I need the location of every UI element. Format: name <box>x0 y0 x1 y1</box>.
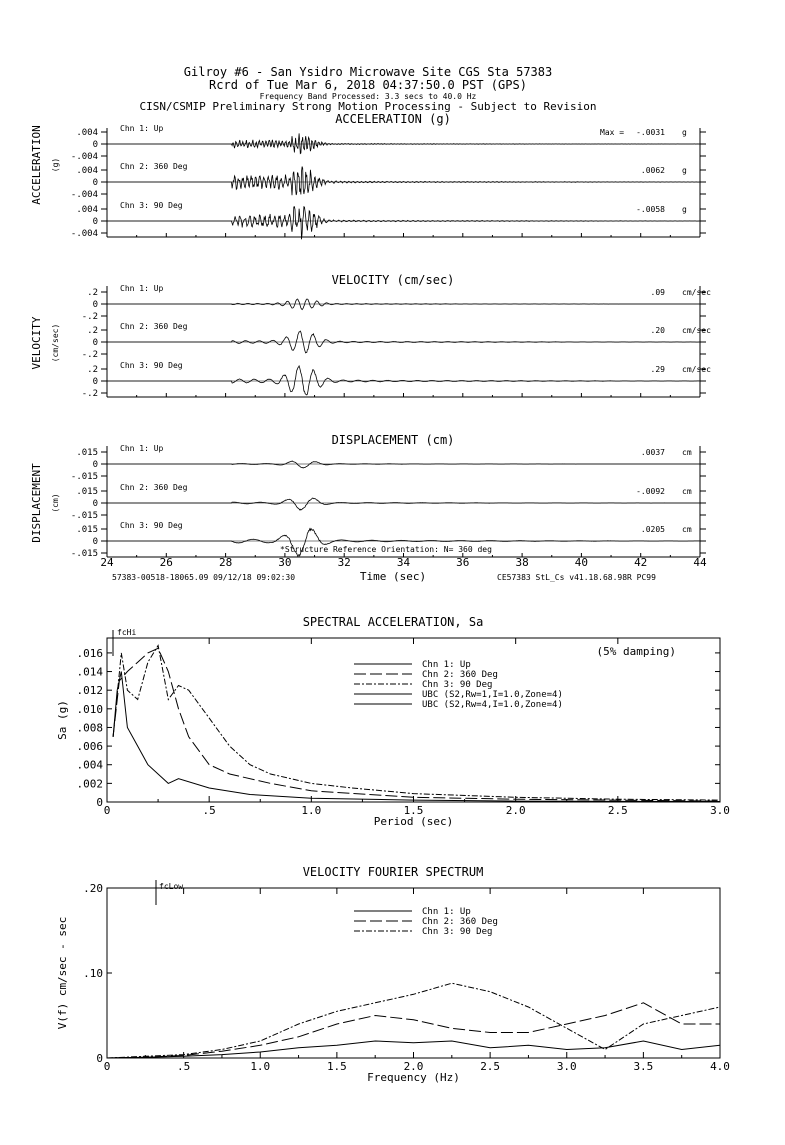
header-band: Frequency Band Processed: 3.3 secs to 40.0 Hz <box>259 92 477 101</box>
x-tick-label: 2.5 <box>480 1060 501 1073</box>
y-tick-label: -.015 <box>70 511 98 521</box>
x-tick-label: 1.5 <box>326 1060 347 1073</box>
x-tick-label: 24 <box>100 556 114 569</box>
y-tick-label: .016 <box>76 646 103 660</box>
y-tick-label: -.2 <box>81 389 98 399</box>
channel-label: Chn 2: 360 Deg <box>120 162 188 171</box>
x-tick-label: 34 <box>396 556 411 569</box>
y-tick-label: -.015 <box>70 549 98 559</box>
legend-label: Chn 2: 360 Deg <box>422 917 498 927</box>
x-axis-label: Frequency (Hz) <box>367 1071 460 1084</box>
x-tick-label: 40 <box>574 556 589 569</box>
max-value: .0037 <box>640 448 665 457</box>
y-axis-label: VELOCITY <box>30 316 43 370</box>
unit-label: cm <box>682 525 692 534</box>
x-tick-label: 1.0 <box>301 804 322 817</box>
y-tick-label: .004 <box>76 758 103 772</box>
legend-label: Chn 2: 360 Deg <box>422 670 498 680</box>
panel-title: ACCELERATION (g) <box>335 112 451 126</box>
y-axis-unit: (g) <box>51 157 60 173</box>
x-axis-label: Period (sec) <box>373 815 454 828</box>
max-value: -.0092 <box>636 487 665 496</box>
fchi-label: fcHi <box>117 628 137 637</box>
series-line <box>113 646 720 801</box>
x-tick-label: 1.0 <box>250 1060 271 1073</box>
y-tick-label: -.004 <box>70 152 98 162</box>
max-value: .0062 <box>640 166 665 175</box>
y-tick-label: 0 <box>92 140 98 150</box>
y-tick-label: 0 <box>92 377 98 387</box>
y-axis-label: V(f) cm/sec - sec <box>56 916 69 1030</box>
y-tick-label: -.2 <box>81 312 98 322</box>
legend-label: UBC (S2,Rw=1,I=1.0,Zone=4) <box>422 690 563 700</box>
max-value: .20 <box>650 326 665 335</box>
x-tick-label: 28 <box>218 556 233 569</box>
x-tick-label: 2.5 <box>607 804 628 817</box>
channel-label: Chn 1: Up <box>120 124 164 133</box>
max-value: .0205 <box>640 525 665 534</box>
orientation-note: *Structure Reference Orientation: N= 360 deg <box>280 545 492 554</box>
x-tick-label: 38 <box>515 556 529 569</box>
chart-title: VELOCITY FOURIER SPECTRUM <box>302 865 484 879</box>
x-tick-label: 0 <box>103 1060 111 1073</box>
y-tick-label: -.015 <box>70 472 98 482</box>
y-tick-label: 0 <box>92 300 98 310</box>
x-tick-label: 30 <box>278 556 292 569</box>
y-tick-label: .015 <box>76 487 98 497</box>
channel-label: Chn 1: Up <box>120 444 164 453</box>
y-tick-label: .015 <box>76 448 98 458</box>
channel-label: Chn 3: 90 Deg <box>120 361 183 370</box>
panel-title: VELOCITY (cm/sec) <box>331 273 455 287</box>
legend-label: Chn 1: Up <box>422 907 471 917</box>
y-tick-label: .004 <box>76 205 98 215</box>
series-line <box>113 672 720 802</box>
max-label: Max = <box>600 128 625 137</box>
channel-label: Chn 1: Up <box>120 284 164 293</box>
panel-title: DISPLACEMENT (cm) <box>331 433 455 447</box>
x-tick-label: 3.5 <box>633 1060 654 1073</box>
unit-label: cm <box>682 448 692 457</box>
y-tick-label: .004 <box>76 128 98 138</box>
unit-label: cm/sec <box>682 326 711 335</box>
waveform-trace <box>107 461 699 468</box>
x-tick-label: 3.0 <box>556 1060 577 1073</box>
legend-label: Chn 1: Up <box>422 660 471 670</box>
y-tick-label: 0 <box>92 537 98 547</box>
max-value: .29 <box>650 365 665 374</box>
series-line <box>107 983 720 1058</box>
unit-label: g <box>682 205 687 214</box>
y-tick-label: 0 <box>92 338 98 348</box>
fclow-label: fcLow <box>159 882 184 891</box>
channel-label: Chn 3: 90 Deg <box>120 521 183 530</box>
chart-title: SPECTRAL ACCELERATION, Sa <box>302 615 484 629</box>
unit-label: cm/sec <box>682 365 711 374</box>
x-tick-label: 36 <box>456 556 470 569</box>
y-axis-label: Sa (g) <box>56 700 69 740</box>
waveform-trace <box>107 366 699 395</box>
x-tick-label: .5 <box>202 804 216 817</box>
x-tick-label: 4.0 <box>710 1060 730 1073</box>
max-value: .09 <box>650 288 665 297</box>
max-value: -.0031 <box>636 128 665 137</box>
x-tick-label: 32 <box>337 556 351 569</box>
max-value: -.0058 <box>636 205 665 214</box>
x-tick-label: 2.0 <box>403 1060 424 1073</box>
x-tick-label: 26 <box>159 556 173 569</box>
x-tick-label: 1.5 <box>403 804 424 817</box>
footer-id: 57383-00518-18065.09 09/12/18 09:02:30 <box>112 573 296 582</box>
x-tick-label: 42 <box>634 556 648 569</box>
legend-label: UBC (S2,Rw=4,I=1.0,Zone=4) <box>422 700 563 710</box>
y-tick-label: 0 <box>96 1052 103 1065</box>
y-tick-label: .002 <box>76 777 103 791</box>
y-tick-label: .2 <box>87 288 98 298</box>
series-line <box>107 1003 720 1058</box>
y-tick-label: .20 <box>83 882 103 895</box>
unit-label: cm <box>682 487 692 496</box>
y-tick-label: -.004 <box>70 190 98 200</box>
y-tick-label: .012 <box>76 684 103 698</box>
unit-label: cm/sec <box>682 288 711 297</box>
y-tick-label: 0 <box>92 460 98 470</box>
y-tick-label: .2 <box>87 326 98 336</box>
y-tick-label: 0 <box>92 178 98 188</box>
series-line <box>113 648 720 801</box>
legend-label: Chn 3: 90 Deg <box>422 680 493 690</box>
x-tick-label: .5 <box>177 1060 191 1073</box>
plot-frame <box>107 638 720 802</box>
x-tick-label: 0 <box>103 804 111 817</box>
y-axis-unit: (cm) <box>51 493 60 513</box>
waveform-trace <box>107 299 699 310</box>
header-record: Rcrd of Tue Mar 6, 2018 04:37:50.0 PST (GPS) <box>209 78 527 92</box>
y-tick-label: .006 <box>76 740 103 754</box>
plot-frame <box>107 888 720 1058</box>
x-tick-label: 44 <box>693 556 707 569</box>
y-axis-label: ACCELERATION <box>30 125 43 205</box>
y-tick-label: -.2 <box>81 350 98 360</box>
x-axis-label: Time (sec) <box>359 570 427 583</box>
y-tick-label: .010 <box>76 702 103 716</box>
y-tick-label: .2 <box>87 365 98 375</box>
y-tick-label: .014 <box>76 665 103 679</box>
y-axis-unit: (cm/sec) <box>51 323 60 363</box>
unit-label: g <box>682 128 687 137</box>
channel-label: Chn 3: 90 Deg <box>120 201 183 210</box>
y-tick-label: .10 <box>83 967 103 980</box>
header-title: Gilroy #6 - San Ysidro Microwave Site CGS Sta 57383 <box>183 65 553 79</box>
channel-label: Chn 2: 360 Deg <box>120 483 188 492</box>
x-tick-label: 2.0 <box>505 804 526 817</box>
waveform-trace <box>107 331 699 353</box>
y-tick-label: 0 <box>96 796 103 809</box>
y-tick-label: .004 <box>76 166 98 176</box>
y-tick-label: -.004 <box>70 229 98 239</box>
y-tick-label: 0 <box>92 499 98 509</box>
y-tick-label: 0 <box>92 217 98 227</box>
damping-note: (5% damping) <box>596 645 676 658</box>
y-tick-label: .008 <box>76 721 103 735</box>
channel-label: Chn 2: 360 Deg <box>120 322 188 331</box>
y-tick-label: .015 <box>76 525 98 535</box>
footer-version: CE57383 StL_Cs v41.18.68.98R PC99 <box>497 573 656 582</box>
legend-label: Chn 3: 90 Deg <box>422 927 493 937</box>
header-processing: CISN/CSMIP Preliminary Strong Motion Processing - Subject to Revision <box>139 100 597 113</box>
y-axis-label: DISPLACEMENT <box>30 463 43 543</box>
unit-label: g <box>682 166 687 175</box>
waveform-trace <box>107 498 699 510</box>
x-tick-label: 3.0 <box>710 804 730 817</box>
waveform-trace <box>107 167 699 196</box>
